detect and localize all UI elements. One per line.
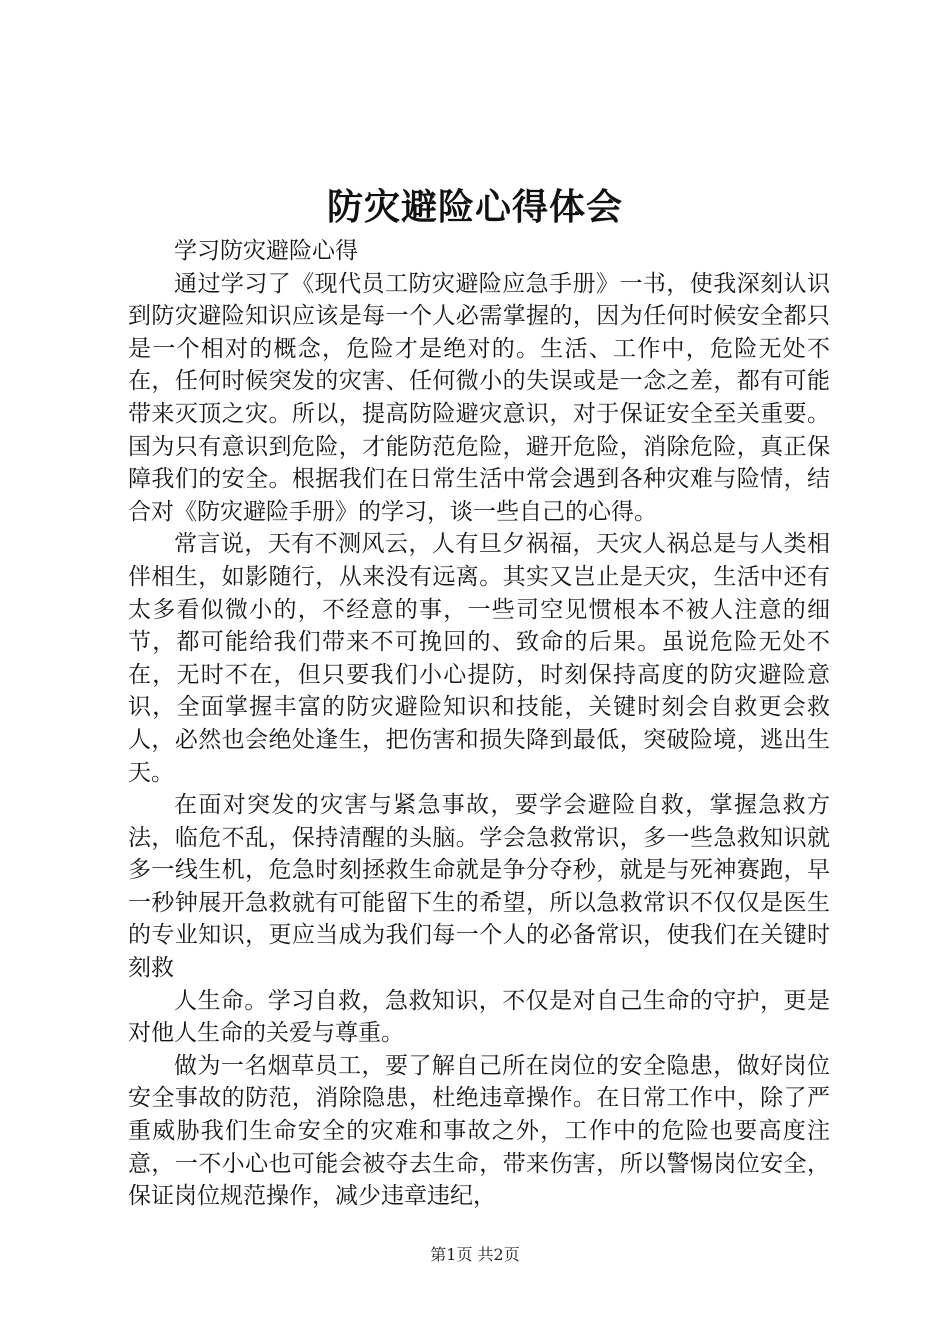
body-paragraph: 在面对突发的灾害与紧急事故，要学会避险自救，掌握急救方法，临危不乱，保持清醒的头脑。学会急救常识，多一些急救知识就多一线生机，危急时刻拯救生命就是争分夺秒，就是与死神赛跑，早一秒钟展开急救就有可能留下生的希望，所以急救常识不仅仅是医生的专业知识，更应当成为我们每一个人的必备常识，使我们在关键时刻救 — [128, 792, 830, 982]
body-paragraph: 人生命。学习自救，急救知识，不仅是对自己生命的守护，更是对他人生命的关爱与尊重。 — [128, 987, 830, 1047]
subtitle-paragraph: 学习防灾避险心得 — [174, 238, 358, 264]
body-paragraph: 常言说，天有不测风云，人有旦夕祸福，天灾人祸总是与人类相伴相生，如影随行，从来没有远离。其实又岂止是天灾，生活中还有太多看似微小的，不经意的事，一些司空见惯根本不被人注意的细节，都可能给我们带来不可挽回的、致命的后果。虽说危险无处不在，无时不在，但只要我们小心提防，时刻保持高度的防灾避险意识，全面掌握丰富的防灾避险知识和技能，关键时刻会自救更会救人，必然也会绝处逢生，把伤害和损失降到最低，突破险境，逃出生天。 — [128, 531, 830, 786]
body-paragraph: 通过学习了《现代员工防灾避险应急手册》一书，使我深刻认识到防灾避险知识应该是每一个人必需掌握的，因为任何时候安全都只是一个相对的概念，危险才是绝对的。生活、工作中，危险无处不在，任何时候突发的灾害、任何微小的失误或是一念之差，都有可能带来灭顶之灾。所以，提高防险避灾意识，对于保证安全至关重要。国为只有意识到危险，才能防范危险，避开危险，消除危险，真正保障我们的安全。根据我们在日常生活中常会遇到各种灾难与险情，结合对《防灾避险手册》的学习，谈一些自己的心得。 — [128, 270, 830, 525]
body-paragraph: 做为一名烟草员工，要了解自己所在岗位的安全隐患，做好岗位安全事故的防范，消除隐患，杜绝违章操作。在日常工作中，除了严重威胁我们生命安全的灾难和事故之外，工作中的危险也要高度注意，一不小心也可能会被夺去生命，带来伤害，所以警惕岗位安全，保证岗位规范操作，减少违章违纪， — [128, 1052, 830, 1210]
document-title: 防灾避险心得体会 — [326, 186, 623, 228]
document-body — [128, 235, 830, 1213]
page-number-footer: 第1页 共2页 — [430, 1245, 520, 1264]
